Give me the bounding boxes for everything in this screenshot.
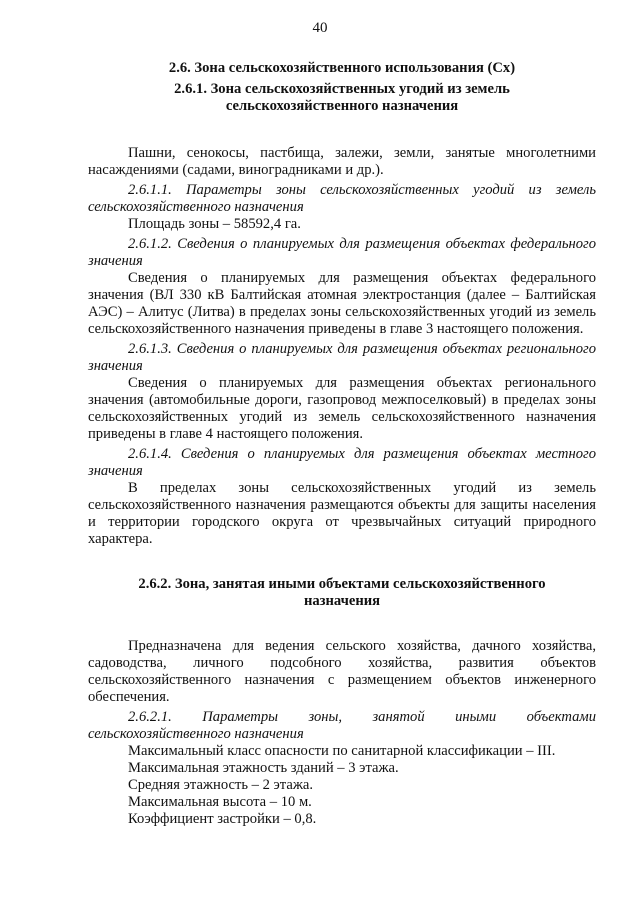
zone-area-text: Площадь зоны – 58592,4 га. <box>128 216 301 232</box>
param-avg-floors: Средняя этажность – 2 этажа. <box>128 777 314 793</box>
heading-2-6-2-1: 2.6.2.1. Параметры зоны, занятой иными объектами сельскохозяйственного назначения <box>88 709 596 742</box>
section-title-2-6: 2.6. Зона сельскохозяйственного использования (Сх) <box>168 60 516 76</box>
subsection-title-2-6-2-line2: назначения <box>303 593 381 609</box>
regional-objects-text: Сведения о планируемых для размещения объектах регионального значения (автомобильные дороги, газопровод межпоселковый) в пределах зоны сельскохозяйственных угодий из земель сельскохозяйственного назначения приведены в главе 4 настоящего положения. <box>88 375 596 442</box>
subsection-title-2-6-2-line1: 2.6.2. Зона, занятая иными объектами сельскохозяйственного <box>138 576 546 592</box>
document-body <box>88 60 596 828</box>
heading-2-6-1-4: 2.6.1.4. Сведения о планируемых для размещения объектах местного значения <box>88 446 596 479</box>
heading-2-6-1-1: 2.6.1.1. Параметры зоны сельскохозяйственных угодий из земель сельскохозяйственного назначения <box>88 182 596 215</box>
zone-parameters-list <box>88 743 596 828</box>
subsection-title-2-6-1-line2: сельскохозяйственного назначения <box>225 98 459 114</box>
zone-2-6-1-intro: Пашни, сенокосы, пастбища, залежи, земли, занятые многолетними насаждениями (садами, виноградниками и др.). <box>88 145 596 178</box>
local-objects-text: В пределах зоны сельскохозяйственных угодий из земель сельскохозяйственного назначения размещаются объекты для защиты населения и территории городского округа от чрезвычайных ситуаций природного характера. <box>88 480 596 547</box>
heading-2-6-1-2: 2.6.1.2. Сведения о планируемых для размещения объектах федерального значения <box>88 236 596 269</box>
page-number: 40 <box>312 20 328 36</box>
heading-2-6-1-3: 2.6.1.3. Сведения о планируемых для размещения объектах регионального значения <box>88 341 596 374</box>
param-max-height: Максимальная высота – 10 м. <box>128 794 312 810</box>
param-hazard-class: Максимальный класс опасности по санитарной классификации – III. <box>128 743 556 759</box>
param-max-floors: Максимальная этажность зданий – 3 этажа. <box>128 760 399 776</box>
zone-2-6-2-intro: Предназначена для ведения сельского хозяйства, дачного хозяйства, садоводства, личного подсобного хозяйства, развития объектов сельскохозяйственного назначения с размещением объектов инженерного обеспечения. <box>88 638 596 705</box>
federal-objects-text: Сведения о планируемых для размещения объектах федерального значения (ВЛ 330 кВ Балтийская атомная электростанция (далее – Балтийская АЭС) – Алитус (Литва) в пределах зоны сельскохозяйственных угодий из земель сельскохозяйственного назначения приведены в главе 3 настоящего положения. <box>88 270 596 337</box>
subsection-title-2-6-1-line1: 2.6.1. Зона сельскохозяйственных угодий из земель <box>174 81 510 97</box>
param-building-coefficient: Коэффициент застройки – 0,8. <box>128 811 317 827</box>
